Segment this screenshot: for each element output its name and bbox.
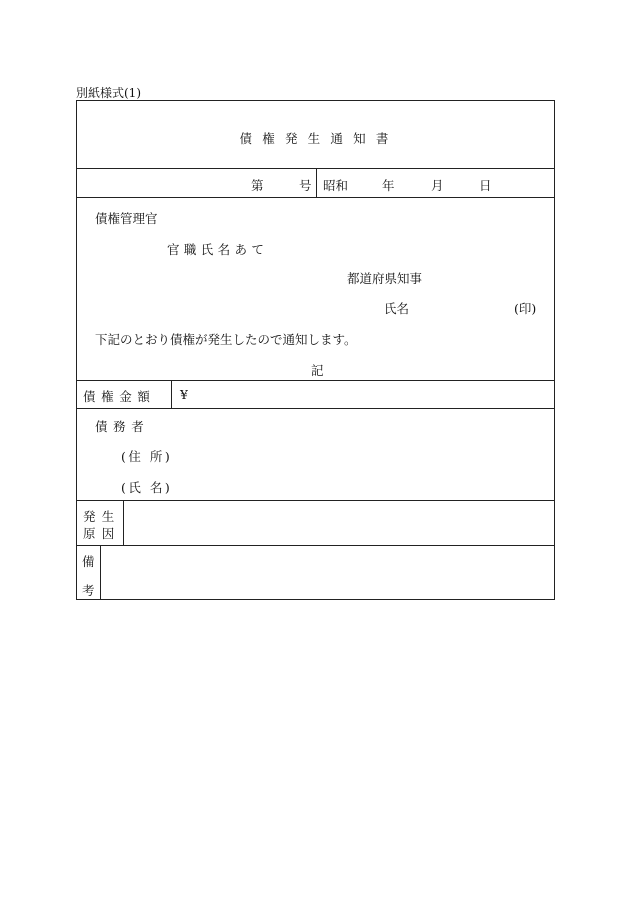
notification-form <box>76 100 555 600</box>
debtor-section <box>77 409 554 501</box>
date-year-label: 年 <box>382 178 395 193</box>
number-suffix: 号 <box>299 178 312 193</box>
document-title: 債 権 発 生 通 知 書 <box>239 131 392 146</box>
sender-name-label: 氏名 <box>384 301 410 316</box>
amount-label: 債権金額 <box>83 389 156 404</box>
seal-mark: (印) <box>514 301 537 316</box>
amount-section <box>77 381 554 409</box>
officer-name-line: 官職氏名あて <box>167 242 269 257</box>
debtor-address-label: (住 所) <box>121 449 173 464</box>
notice-text: 下記のとおり債権が発生したので通知します。 <box>95 332 357 347</box>
remarks-section <box>77 546 554 600</box>
remarks-label-line2: 考 <box>82 583 95 598</box>
date-era: 昭和 <box>323 178 349 193</box>
cause-section <box>77 501 554 546</box>
cause-label-line2: 原因 <box>83 526 121 541</box>
debtor-label: 債務者 <box>95 419 150 434</box>
amount-currency-symbol: ¥ <box>180 387 188 402</box>
debtor-name-label: (氏 名) <box>121 480 173 495</box>
ki-heading: 記 <box>311 363 324 378</box>
cause-label-line1: 発生 <box>83 509 121 524</box>
number-prefix: 第 <box>251 178 264 193</box>
date-day-label: 日 <box>479 178 492 193</box>
number-date-section <box>77 169 554 198</box>
date-month-label: 月 <box>431 178 444 193</box>
document-number-cell <box>77 169 317 197</box>
remarks-label-line1: 備 <box>82 554 95 569</box>
addressee: 債権管理官 <box>95 211 158 226</box>
amount-label-cell <box>77 381 172 408</box>
cause-label-cell <box>77 501 124 545</box>
sender-title: 都道府県知事 <box>347 271 423 286</box>
form-number-label: 別紙様式(1) <box>76 86 141 100</box>
letter-body <box>77 198 554 381</box>
title-section <box>77 101 554 169</box>
remarks-label-cell <box>77 546 101 600</box>
